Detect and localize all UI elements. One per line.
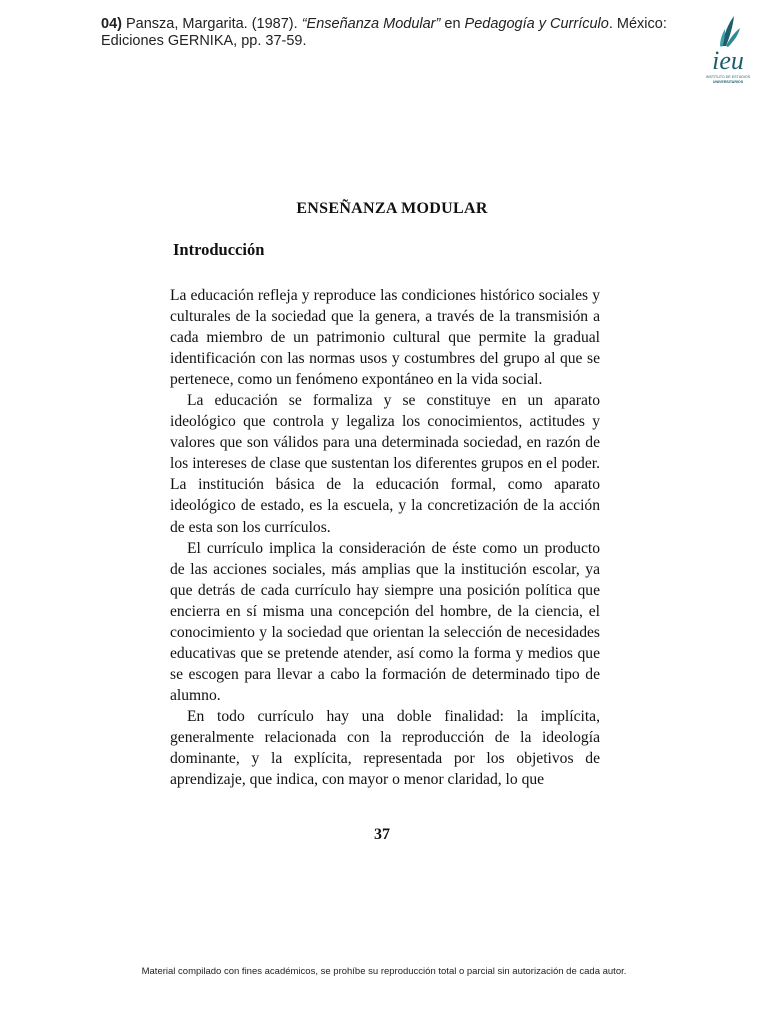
- ieu-logo-graphic: [700, 12, 756, 88]
- logo-wordmark: ieu: [712, 46, 744, 75]
- citation-number: 04): [101, 16, 122, 32]
- citation: [101, 16, 681, 50]
- footer-disclaimer: Material compilado con fines académicos, se prohíbe su reproducción total o parcial sin autorización de cada autor.: [141, 966, 627, 977]
- logo-subtext-2: UNIVERSITARIOS: [712, 80, 744, 84]
- page-number: 37: [374, 826, 390, 843]
- paragraph-2: La educación se formaliza y se constituye en un aparato ideológico que controla y legaliza los conocimientos, actitudes y valores que son válidos para una determinada sociedad, en razón de los intereses de clase que sustentan los diferentes grupos en el poder. La institución básica de la educación formal, como aparato ideológico de estado, es la escuela, y la concretización de la acción de esta son los currículos.: [170, 392, 600, 536]
- ieu-logo: [700, 12, 756, 88]
- document-title: [0, 200, 768, 218]
- paragraph-3: El currículo implica la consideración de éste como un producto de las acciones sociales, más amplias que la institución escolar, ya que detrás de cada currículo hay siempre una posición política que encierra en sí misma una concepción del hombre, de la ciencia, el conocimiento y la sociedad que orientan la selección de necesidades educativas que se pretende atender, así como la forma y medios que se escogen para llevar a cabo la formación de determinado tipo de alumno.: [170, 539, 600, 704]
- citation-work-title: “Enseñanza Modular”: [301, 16, 441, 32]
- body-text: [170, 285, 600, 790]
- paragraph-1: La educación refleja y reproduce las condiciones histórico sociales y culturales de la sociedad que la genera, a través de la transmisión a cada miembro de un patrimonio cultural que permite la gradual identificación con las normas usos y costumbres del grupo al que se pertenece, como un fenómeno expontáneo en la vida social.: [170, 287, 600, 389]
- document-title-text: ENSEÑANZA MODULAR: [296, 200, 488, 217]
- section-heading: Introducción: [173, 240, 265, 259]
- logo-subtext-1: INSTITUTO DE ESTUDIOS: [705, 75, 751, 79]
- citation-book-title: Pedagogía y Currículo: [464, 16, 609, 32]
- paragraph-4: En todo currículo hay una doble finalidad: la implícita, generalmente relacionada con la reproducción de la ideología dominante, y la explícita, representada por los objetivos de aprendizaje, que indica, con mayor o menor claridad, lo que: [170, 707, 600, 789]
- citation-connector: en: [444, 16, 461, 32]
- citation-publisher: . México: Ediciones GERNIKA, pp. 37-59.: [101, 16, 667, 49]
- citation-author-year: Pansza, Margarita. (1987).: [126, 16, 298, 32]
